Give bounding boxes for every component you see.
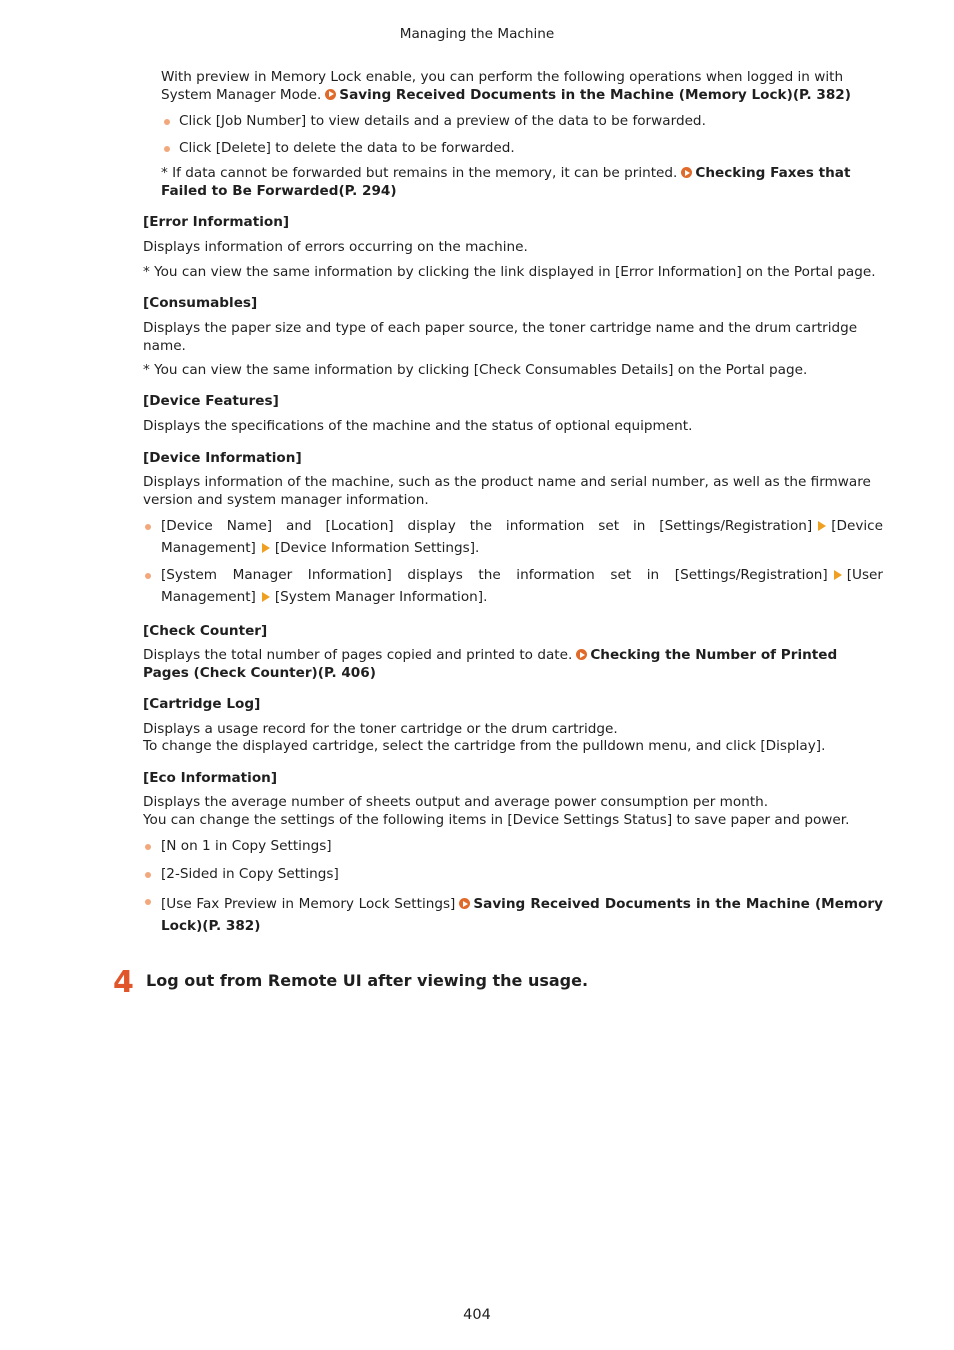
eco-bullet-3 xyxy=(161,893,883,937)
eco-info-line-1: Displays the average number of sheets output and average power consumption per month. xyxy=(143,794,769,810)
faxes-failed-link[interactable]: Checking Faxes that Failed to Be Forwarded(P. 294) xyxy=(161,165,851,199)
intro-text: With preview in Memory Lock enable, you can perform the following operations when logged in with System Manager Mode. xyxy=(161,69,844,103)
bullet-icon xyxy=(145,573,151,579)
device-info-heading: [Device Information] xyxy=(143,450,302,466)
intro-block xyxy=(161,69,861,104)
intro-note-text: * If data cannot be forwarded but remains in the memory, it can be printed. xyxy=(161,165,678,181)
eco-info-heading: [Eco Information] xyxy=(143,770,278,786)
bullet-text: [Device Name] and [Location] display the information set in [Settings/Registration] xyxy=(161,518,813,534)
path-arrow-icon xyxy=(818,521,826,531)
step-number: 4 xyxy=(113,965,134,1000)
bullet-text: Management] xyxy=(161,540,256,556)
cartridge-log-line-1: Displays a usage record for the toner cartridge or the drum cartridge. xyxy=(143,721,618,737)
device-info-bullet-2-line-1 xyxy=(161,567,883,585)
path-arrow-icon xyxy=(834,570,842,580)
path-arrow-icon xyxy=(262,543,270,553)
link-arrow-icon xyxy=(325,89,336,100)
consumables-note: * You can view the same information by clicking [Check Consumables Details] on the Portal page. xyxy=(143,362,808,378)
cartridge-log-line-2: To change the displayed cartridge, select the cartridge from the pulldown menu, and click [Display]. xyxy=(143,738,826,754)
device-info-text: Displays information of the machine, such as the product name and serial number, as well as the firmware version and system manager information. xyxy=(143,474,871,508)
check-counter-link[interactable]: Checking the Number of Printed Pages (Check Counter)(P. 406) xyxy=(143,647,838,681)
intro-bullet-2: Click [Delete] to delete the data to be forwarded. xyxy=(179,140,515,156)
device-features-heading: [Device Features] xyxy=(143,393,279,409)
eco-memory-lock-link[interactable]: Saving Received Documents in the Machine (Memory Lock)(P. 382) xyxy=(161,896,883,934)
bullet-text: [System Manager Information]. xyxy=(274,589,488,605)
eco-bullet-1: [N on 1 in Copy Settings] xyxy=(161,838,332,854)
memory-lock-link[interactable]: Saving Received Documents in the Machine (Memory Lock)(P. 382) xyxy=(339,86,851,103)
bullet-text: [Device xyxy=(831,518,883,534)
eco-bullet-3-text: [Use Fax Preview in Memory Lock Settings] xyxy=(161,896,456,912)
running-header: Managing the Machine xyxy=(399,26,555,42)
cartridge-log-heading: [Cartridge Log] xyxy=(143,696,261,712)
bullet-icon xyxy=(145,844,151,850)
eco-info-line-2: You can change the settings of the following items in [Device Settings Status] to save paper and power. xyxy=(143,812,850,828)
intro-bullet-1: Click [Job Number] to view details and a preview of the data to be forwarded. xyxy=(179,113,706,129)
error-info-text: Displays information of errors occurring on the machine. xyxy=(143,239,528,255)
path-arrow-icon xyxy=(262,592,270,602)
device-info-bullet-1-line-1 xyxy=(161,518,883,536)
link-arrow-icon xyxy=(459,898,470,909)
bullet-text: [Device Information Settings]. xyxy=(274,540,480,556)
check-counter-block xyxy=(143,647,873,682)
bullet-icon xyxy=(164,146,170,152)
intro-note xyxy=(161,165,861,200)
eco-bullet-2: [2-Sided in Copy Settings] xyxy=(161,866,339,882)
device-info-bullet-2-line-2 xyxy=(161,589,487,607)
bullet-icon xyxy=(145,899,151,905)
error-info-heading: [Error Information] xyxy=(143,214,290,230)
bullet-text: [System Manager Information] displays the information set in [Settings/Registration] xyxy=(161,567,828,583)
consumables-heading: [Consumables] xyxy=(143,295,258,311)
link-arrow-icon xyxy=(681,167,692,178)
bullet-icon xyxy=(145,872,151,878)
bullet-icon xyxy=(164,119,170,125)
consumables-text: Displays the paper size and type of each paper source, the toner cartridge name and the drum cartridge name. xyxy=(143,320,858,354)
device-info-bullet-1-line-2 xyxy=(161,540,479,558)
bullet-text: Management] xyxy=(161,589,256,605)
step-text: Log out from Remote UI after viewing the usage. xyxy=(146,971,589,990)
bullet-icon xyxy=(145,524,151,530)
check-counter-text: Displays the total number of pages copied and printed to date. xyxy=(143,647,573,663)
intro-paragraph xyxy=(161,69,861,104)
bullet-text: [User xyxy=(846,567,883,583)
check-counter-heading: [Check Counter] xyxy=(143,623,268,639)
error-info-note: * You can view the same information by clicking the link displayed in [Error Information] on the Portal page. xyxy=(143,264,876,280)
page-number: 404 xyxy=(463,1307,491,1323)
device-features-text: Displays the specifications of the machine and the status of optional equipment. xyxy=(143,418,693,434)
link-arrow-icon xyxy=(576,649,587,660)
